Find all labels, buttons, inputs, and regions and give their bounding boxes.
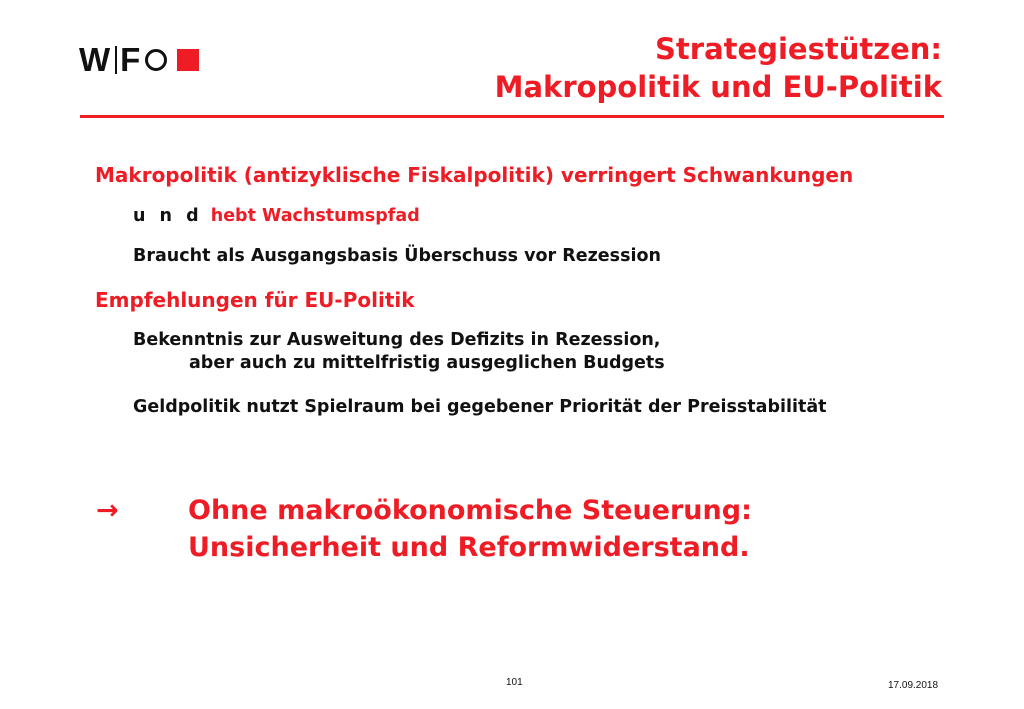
logo-bar bbox=[115, 46, 117, 74]
logo-square-icon bbox=[177, 49, 199, 71]
logo-letter-f: F bbox=[120, 41, 142, 78]
subpoint-defizit-line2: aber auch zu mittelfristig ausgeglichen Budgets bbox=[189, 353, 665, 373]
subpoint-wachstumspfad bbox=[133, 205, 420, 227]
conclusion-line1: Ohne makroökonomische Steuerung: bbox=[188, 495, 752, 526]
slide-date: 17.09.2018 bbox=[888, 680, 939, 691]
point-eu-politik: Empfehlungen für EU-Politik bbox=[95, 288, 415, 312]
page-number: 101 bbox=[506, 677, 523, 688]
title-divider bbox=[80, 115, 944, 118]
wachstumspfad-text: hebt Wachstumspfad bbox=[210, 206, 420, 226]
logo-circle-icon bbox=[145, 49, 167, 71]
conclusion-line2: Unsicherheit und Reformwiderstand. bbox=[188, 532, 750, 563]
logo-letter-w: W bbox=[79, 41, 112, 78]
und-label: u n d bbox=[133, 206, 203, 226]
wifo-logo bbox=[79, 42, 199, 78]
slide-title-line2: Makropolitik und EU-Politik bbox=[494, 70, 942, 104]
subpoint-defizit-line1: Bekenntnis zur Ausweitung des Defizits in Rezession, bbox=[133, 330, 661, 350]
slide-title bbox=[495, 30, 942, 106]
slide-title-line1: Strategiestützen: bbox=[655, 32, 942, 66]
conclusion-arrow-icon: → bbox=[96, 495, 119, 526]
subpoint-ueberschuss: Braucht als Ausgangsbasis Überschuss vor Rezession bbox=[133, 246, 661, 266]
subpoint-geldpolitik: Geldpolitik nutzt Spielraum bei gegebener Priorität der Preisstabilität bbox=[133, 397, 827, 417]
point-makropolitik: Makropolitik (antizyklische Fiskalpolitik) verringert Schwankungen bbox=[95, 163, 854, 187]
